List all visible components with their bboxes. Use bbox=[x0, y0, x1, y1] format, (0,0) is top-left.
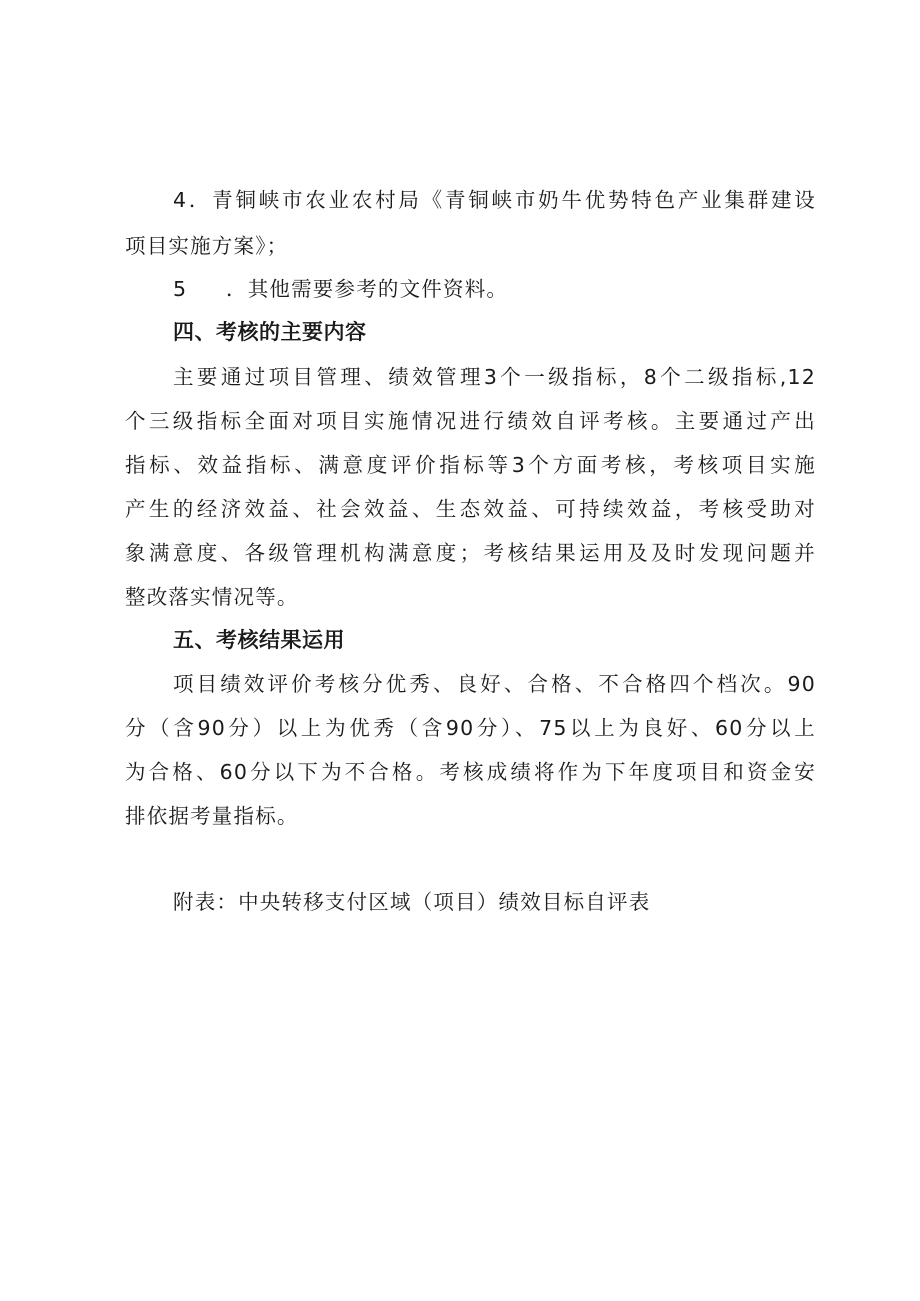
item-5-number: 5 bbox=[173, 277, 188, 301]
item-4-line-2: 项目实施方案》； bbox=[125, 234, 289, 258]
section-4-line-6: 整改落实情况等。 bbox=[125, 585, 299, 609]
item-4-line-1: 4．青铜峡市农业农村局《青铜峡市奶牛优势特色产业集群建设 bbox=[173, 188, 816, 212]
section-4-line-5: 象满意度、各级管理机构满意度；考核结果运用及及时发现问题并 bbox=[125, 541, 816, 565]
section-5-line-2: 分（含90分）以上为优秀（含90分）、75以上为良好、60分以上 bbox=[125, 716, 816, 740]
section-4-line-1: 主要通过项目管理、绩效管理3个一级指标，8个二级指标,12 bbox=[173, 365, 816, 389]
section-4-line-4: 产生的经济效益、社会效益、生态效益、可持续效益，考核受助对 bbox=[125, 497, 816, 521]
appendix-note: 附表：中央转移支付区域（项目）绩效目标自评表 bbox=[173, 890, 651, 914]
section-5-line-1: 项目绩效评价考核分优秀、良好、合格、不合格四个档次。90 bbox=[173, 672, 816, 696]
section-4-line-3: 指标、效益指标、满意度评价指标等3个方面考核，考核项目实施 bbox=[125, 453, 816, 477]
section-5-line-4: 排依据考量指标。 bbox=[125, 804, 299, 828]
section-4-heading: 四、考核的主要内容 bbox=[173, 320, 367, 344]
section-5-line-3: 为合格、60分以下为不合格。考核成绩将作为下年度项目和资金安 bbox=[125, 760, 816, 784]
section-5-heading: 五、考核结果运用 bbox=[173, 628, 345, 652]
item-5-text: ．其他需要参考的文件资料。 bbox=[226, 277, 509, 301]
section-4-line-2: 个三级指标全面对项目实施情况进行绩效自评考核。主要通过产出 bbox=[125, 409, 816, 433]
